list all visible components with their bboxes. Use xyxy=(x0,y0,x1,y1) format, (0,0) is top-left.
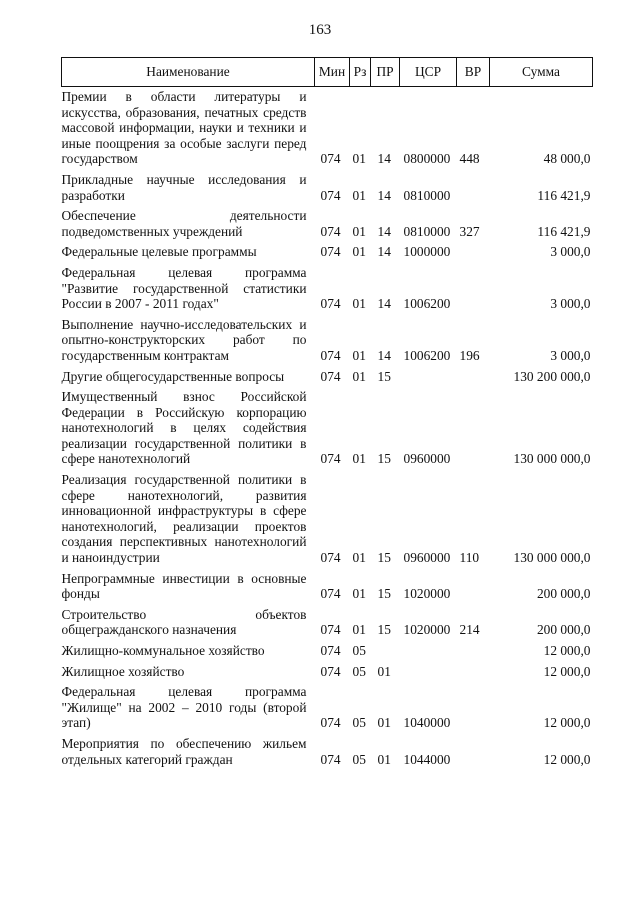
row-min: 074 xyxy=(320,451,341,467)
row-csr: 1020000 xyxy=(403,586,451,602)
row-pr: 14 xyxy=(377,151,391,167)
row-csr: 1044000 xyxy=(403,751,451,767)
table-row xyxy=(62,602,593,638)
row-csr: 0810000 xyxy=(403,187,451,203)
row-name: Жилищное хозяйство xyxy=(61,663,185,679)
row-min: 074 xyxy=(320,751,341,767)
header-min: Мин xyxy=(315,58,350,87)
row-vr xyxy=(457,659,490,680)
row-vr xyxy=(457,167,490,203)
row-pr: 15 xyxy=(377,550,391,566)
row-name: Федеральные целевые программы xyxy=(61,244,257,260)
row-min: 074 xyxy=(320,223,341,239)
row-csr xyxy=(400,638,457,659)
table-row xyxy=(62,312,593,364)
header-rz: Рз xyxy=(350,58,371,87)
row-rz: 01 xyxy=(352,347,366,363)
row-name: Реализация государственной политики в сфере нанотехнологий, развития инновационной инфраструктуры в сфере нанотехнологий, реализации проектов создания перспективных нанотехнологий и наноиндустрии xyxy=(61,472,307,566)
row-rz: 01 xyxy=(352,151,366,167)
row-rz: 01 xyxy=(352,223,366,239)
row-vr xyxy=(457,364,490,385)
table-row xyxy=(62,638,593,659)
row-pr: 01 xyxy=(377,663,391,679)
row-csr: 0810000 xyxy=(403,223,451,239)
table-row xyxy=(62,384,593,467)
row-csr xyxy=(400,364,457,385)
row-min: 074 xyxy=(320,643,341,658)
table-row xyxy=(62,659,593,680)
row-pr: 14 xyxy=(377,187,391,203)
row-min: 074 xyxy=(320,187,341,203)
row-pr: 01 xyxy=(377,715,391,731)
row-csr: 1006200 xyxy=(403,296,451,312)
row-name: Федеральная целевая программа "Развитие государственной статистики России в 2007 - 2011 годах" xyxy=(61,264,307,312)
table-row xyxy=(62,679,593,731)
row-min: 074 xyxy=(320,151,341,167)
row-pr: 15 xyxy=(377,368,391,384)
row-pr: 01 xyxy=(377,751,391,767)
row-rz: 01 xyxy=(352,622,366,638)
table-row xyxy=(62,87,593,167)
row-csr: 1000000 xyxy=(403,244,451,260)
row-sum: 12 000,0 xyxy=(543,715,591,731)
row-vr: 214 xyxy=(459,622,480,638)
row-name: Имущественный взнос Российской Федерации в Российскую корпорацию нанотехнологий в целях содействия реализации государственной политики в сфере нанотехнологий xyxy=(61,389,307,467)
row-csr: 1040000 xyxy=(403,715,451,731)
row-name: Премии в области литературы и искусства, образования, печатных средств массовой информации, науки и техники и иные поощрения за особые заслуги перед государством xyxy=(61,89,307,167)
table-row xyxy=(62,203,593,239)
row-pr: 14 xyxy=(377,223,391,239)
table-row xyxy=(62,467,593,566)
table-row xyxy=(62,364,593,385)
row-sum: 130 000 000,0 xyxy=(513,550,591,566)
row-min: 074 xyxy=(320,550,341,566)
row-sum: 200 000,0 xyxy=(536,622,591,638)
row-sum: 130 200 000,0 xyxy=(513,368,591,384)
row-pr: 14 xyxy=(377,296,391,312)
row-vr xyxy=(457,384,490,467)
row-sum: 3 000,0 xyxy=(550,347,591,363)
row-vr xyxy=(457,638,490,659)
row-rz: 01 xyxy=(352,550,366,566)
row-min: 074 xyxy=(320,715,341,731)
row-vr xyxy=(457,566,490,602)
row-rz: 01 xyxy=(352,244,366,260)
row-name: Непрограммные инвестиции в основные фонды xyxy=(61,570,307,602)
row-pr: 14 xyxy=(377,347,391,363)
header-pr: ПР xyxy=(371,58,400,87)
row-name: Другие общегосударственные вопросы xyxy=(61,368,285,384)
row-csr: 1006200 xyxy=(403,347,451,363)
row-rz: 01 xyxy=(352,296,366,312)
header-csr: ЦСР xyxy=(400,58,457,87)
row-vr: 110 xyxy=(459,550,480,566)
row-vr: 196 xyxy=(459,347,480,363)
row-min: 074 xyxy=(320,347,341,363)
table-header-row xyxy=(62,58,593,87)
row-csr: 1020000 xyxy=(403,622,451,638)
row-sum: 116 421,9 xyxy=(537,223,591,239)
row-min: 074 xyxy=(320,622,341,638)
row-pr xyxy=(371,638,400,659)
row-rz: 05 xyxy=(352,643,366,658)
row-vr: 448 xyxy=(459,151,480,167)
row-pr: 15 xyxy=(377,451,391,467)
table-row xyxy=(62,239,593,260)
row-rz: 01 xyxy=(352,187,366,203)
row-sum: 12 000,0 xyxy=(543,643,591,658)
row-sum: 12 000,0 xyxy=(543,663,591,679)
budget-table xyxy=(61,57,593,767)
row-name: Строительство объектов общегражданского назначения xyxy=(61,606,307,638)
row-vr xyxy=(457,239,490,260)
row-sum: 48 000,0 xyxy=(543,151,591,167)
row-pr: 15 xyxy=(377,622,391,638)
row-csr: 0960000 xyxy=(403,550,451,566)
row-sum: 3 000,0 xyxy=(550,296,591,312)
table-row xyxy=(62,260,593,312)
row-name: Выполнение научно-исследовательских и опытно-конструкторских работ по государственным контрактам xyxy=(61,316,307,363)
row-sum: 130 000 000,0 xyxy=(513,451,591,467)
table-row xyxy=(62,167,593,203)
row-name: Обеспечение деятельности подведомственных учреждений xyxy=(61,208,307,239)
table-row xyxy=(62,731,593,767)
row-min: 074 xyxy=(320,663,341,679)
table-row xyxy=(62,566,593,602)
row-sum: 3 000,0 xyxy=(550,244,591,260)
row-min: 074 xyxy=(320,586,341,602)
row-vr: 327 xyxy=(459,223,480,239)
row-name: Федеральная целевая программа "Жилище" на 2002 – 2010 годы (второй этап) xyxy=(61,684,307,731)
row-name: Прикладные научные исследования и разработки xyxy=(61,171,307,203)
row-csr: 0960000 xyxy=(403,451,451,467)
row-vr xyxy=(457,679,490,731)
row-sum: 200 000,0 xyxy=(536,586,591,602)
header-vr: ВР xyxy=(457,58,490,87)
row-sum: 12 000,0 xyxy=(543,751,591,767)
row-vr xyxy=(457,731,490,767)
row-name: Мероприятия по обеспечению жильем отдельных категорий граждан xyxy=(61,735,307,767)
row-rz: 05 xyxy=(352,751,366,767)
row-min: 074 xyxy=(320,368,341,384)
row-min: 074 xyxy=(320,244,341,260)
row-pr: 14 xyxy=(377,244,391,260)
row-csr xyxy=(400,659,457,680)
row-rz: 01 xyxy=(352,368,366,384)
row-rz: 01 xyxy=(352,451,366,467)
row-rz: 05 xyxy=(352,715,366,731)
page-number: 163 xyxy=(308,22,332,38)
row-csr: 0800000 xyxy=(403,151,451,167)
header-sum: Сумма xyxy=(490,58,593,87)
row-rz: 01 xyxy=(352,586,366,602)
row-vr xyxy=(457,260,490,312)
row-pr: 15 xyxy=(377,586,391,602)
row-name: Жилищно-коммунальное хозяйство xyxy=(61,643,265,658)
row-min: 074 xyxy=(320,296,341,312)
row-rz: 05 xyxy=(352,663,366,679)
header-name: Наименование xyxy=(62,58,315,87)
row-sum: 116 421,9 xyxy=(537,187,591,203)
